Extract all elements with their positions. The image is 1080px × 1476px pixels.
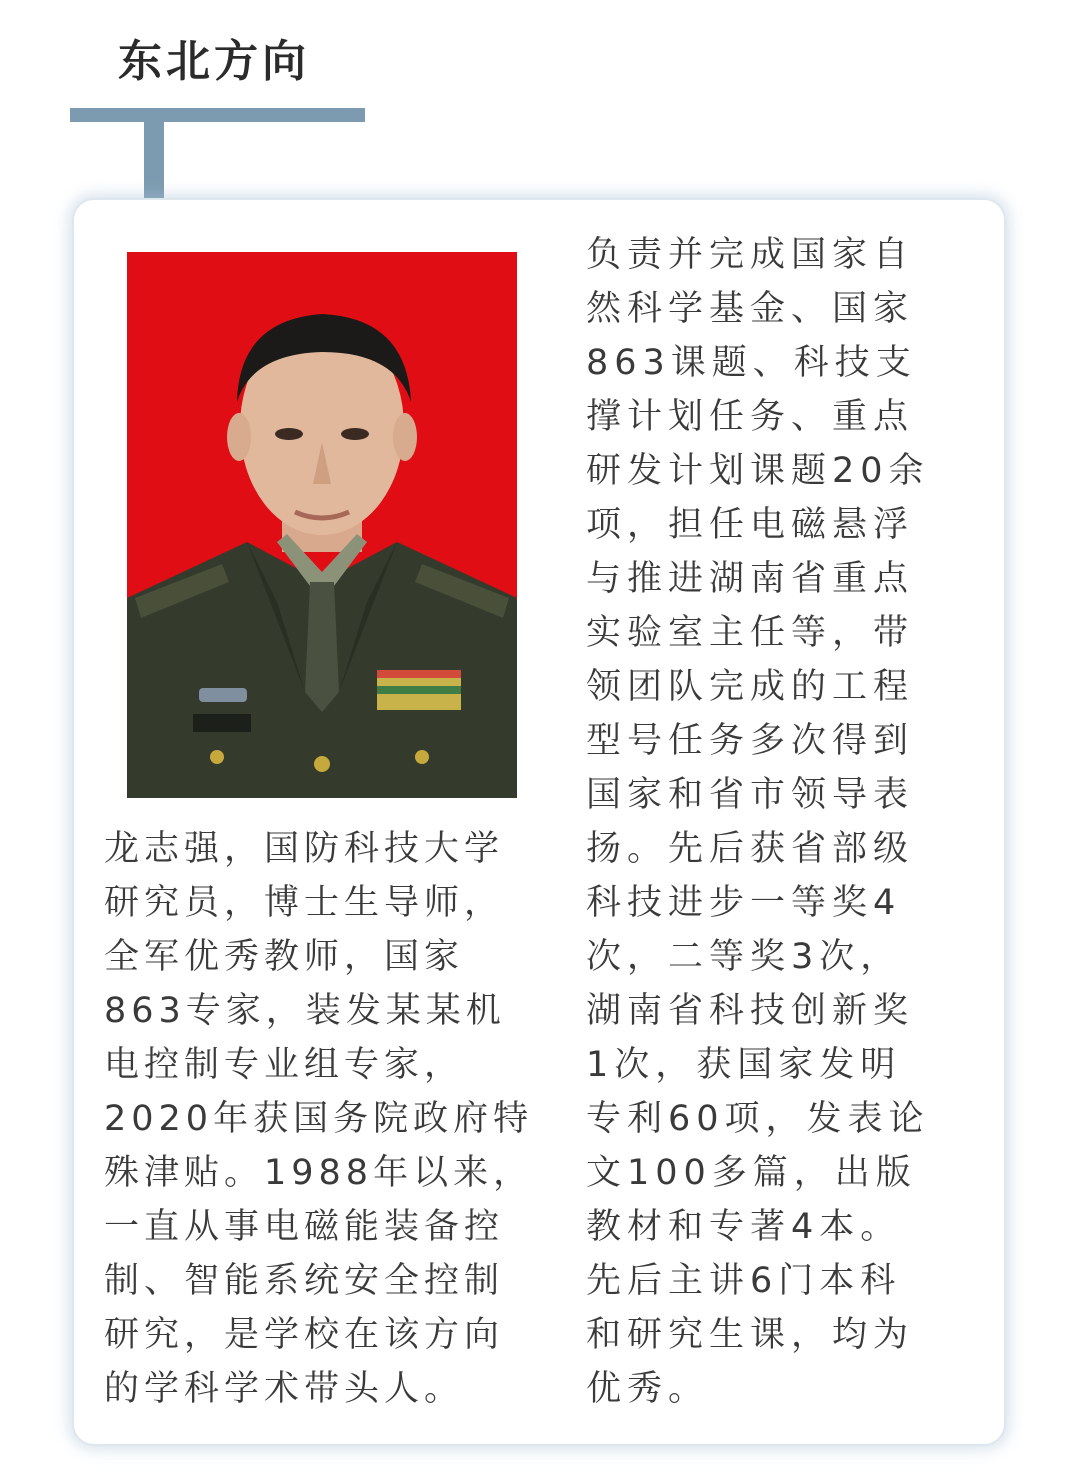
title-underline-bar [70,108,365,122]
portrait-icon [127,252,517,798]
bio-right-text: 负责并完成国家自 然科学基金、国家 863课题、科技支 撑计划任务、重点 研发计划课题20余 项，担任电磁悬浮 与推进湖南省重点 实验室主任等，带 领团队完成的工程 型号任务多次得到 国家和省市领导表 扬。先后获省部级 科技进步一等奖4 次，二等奖3次， 湖南省科技创新奖 1次，获国家发明 专利60项，发表论 文100多篇，出版 教材和专著4本。 先后主讲6门本科 和研究生课，均为 优秀。 [586,235,930,1409]
section-title: 东北方向 [118,36,310,87]
title-connector-bar [144,108,164,200]
portrait-photo [127,252,517,798]
bio-left-text: 龙志强，国防科技大学 研究员，博士生导师， 全军优秀教师，国家 863专家，装发某某机 电控制专业组专家， 2020年获国务院政府特 殊津贴。1988年以来， 一直从事电磁能装备控 制、智能系统安全控制 研究，是学校在该方向 的学科学术带头人。 [104,829,534,1409]
